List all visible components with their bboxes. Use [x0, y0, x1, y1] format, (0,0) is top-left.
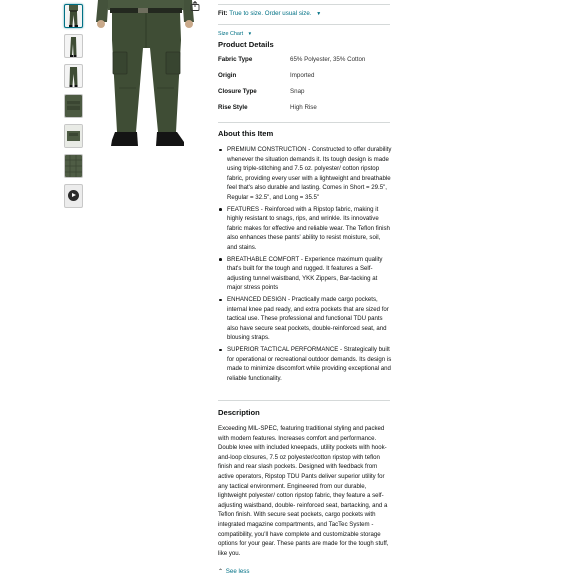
list-item: BREATHABLE COMFORT - Experience maximum quality that's built for the tough and rugged. It features a Self-adjusting tunnel waistband, YKK Zippers, Bar-tacking at major stress points: [218, 255, 392, 293]
fit-info: [218, 10, 321, 17]
detail-value: 65% Polyester, 35% Cotton: [290, 56, 366, 63]
thumbnail-strip: [64, 4, 82, 214]
divider: [218, 400, 390, 401]
about-bullets: [218, 145, 392, 386]
list-item: ENHANCED DESIGN - Practically made cargo pockets, internal knee pad ready, and extra pockets that are sized for tactical use. These professional and functional TDU pants also have secure seat pockets, double-reinforced seat, and blousing straps.: [218, 295, 392, 343]
table-row: [218, 56, 390, 72]
product-details-table: [218, 56, 390, 120]
size-chart-label: Size Chart: [218, 31, 244, 37]
thumbnail-5[interactable]: [64, 124, 83, 148]
table-row: [218, 104, 390, 120]
pocket-detail-icon: [65, 125, 82, 147]
chevron-down-icon[interactable]: ▼: [316, 11, 322, 17]
fabric-detail-icon: [65, 95, 82, 117]
thumbnail-4[interactable]: [64, 94, 83, 118]
pants-back-icon: [65, 65, 82, 87]
chevron-up-icon: ⌃: [218, 569, 224, 575]
pants-side-icon: [65, 35, 82, 57]
description-text: Exceeding MIL-SPEC, featuring traditional styling and packed with modern features. Increases comfort and performance. Double knee with included kneepads, utility pockets with hook-and-loop closures, 7.5 oz polyester/cotton ripstop with teflon finish and rear slash pockets. Designed with feedback from active operators, Ripstop TDU Pants deliver superior utility for any tactical environment. Engineered from our durable, lightweight polyester/ cotton ripstop fabric, they feature a self-adjusting waistband, double- reinforced seat, bartacking, and a Teflon finish. With secure seat pockets, cargo pockets with integrated magazine compartments, and TacTec System - compatibility, you'll have complete and customizable storage options for your gear. These pants are made for the tough stuff, like you.: [218, 425, 389, 557]
thumbnail-6[interactable]: [64, 154, 83, 178]
detail-key: Fabric Type: [218, 56, 253, 63]
detail-value: Snap: [290, 88, 305, 95]
main-product-image[interactable]: [88, 0, 212, 152]
list-item: SUPERIOR TACTICAL PERFORMANCE - Strategically built for operational or recreational outdoor demands. Its design is made to minimize discomfort while providing exceptional and reliable functionality.: [218, 345, 392, 383]
size-chart-link[interactable]: [218, 31, 252, 37]
detail-key: Origin: [218, 72, 237, 79]
play-icon: [68, 190, 79, 201]
divider: [218, 24, 390, 25]
product-details-title: Product Details: [218, 40, 274, 49]
table-row: [218, 88, 390, 104]
detail-key: Rise Style: [218, 104, 248, 111]
thumbnail-3[interactable]: [64, 64, 83, 88]
detail-key: Closure Type: [218, 88, 257, 95]
see-less-label: See less: [225, 568, 250, 575]
detail-value: High Rise: [290, 104, 317, 111]
pants-front-icon: [65, 5, 82, 27]
fit-label: Fit:: [218, 10, 228, 17]
detail-value: Imported: [290, 72, 315, 79]
share-icon[interactable]: [190, 1, 200, 11]
list-item: FEATURES - Reinforced with a Ripstop fabric, making it highly resistant to snags, rips, and wrinkle. Its innovative fabric makes for effective and reliable wear. The Teflon finish also enhances these pants' ability to resist moisture, soil, and stains.: [218, 205, 392, 253]
description-title: Description: [218, 408, 260, 417]
divider: [218, 122, 390, 123]
thumbnail-2[interactable]: [64, 34, 83, 58]
see-less-button[interactable]: [218, 568, 250, 575]
table-row: [218, 72, 390, 88]
divider: [218, 4, 390, 5]
ripstop-texture-icon: [65, 155, 82, 177]
thumbnail-1[interactable]: [64, 4, 83, 28]
thumbnail-video[interactable]: [64, 184, 83, 208]
chevron-down-icon: ▼: [247, 31, 253, 36]
fit-value-link[interactable]: True to size. Order usual size.: [229, 10, 312, 17]
about-title: About this Item: [218, 129, 274, 138]
list-item: PREMIUM CONSTRUCTION - Constructed to offer durability whenever the situation demands it. Its tough design is made using triple-stitching and 7.5 oz. polyester/ cotton ripstop fabric, providing every user with a lightweight and breathable feel that's also durable and lasting. Comes in Short = 29.5", Regular = 32.5", and Long = 35.5": [218, 145, 392, 202]
